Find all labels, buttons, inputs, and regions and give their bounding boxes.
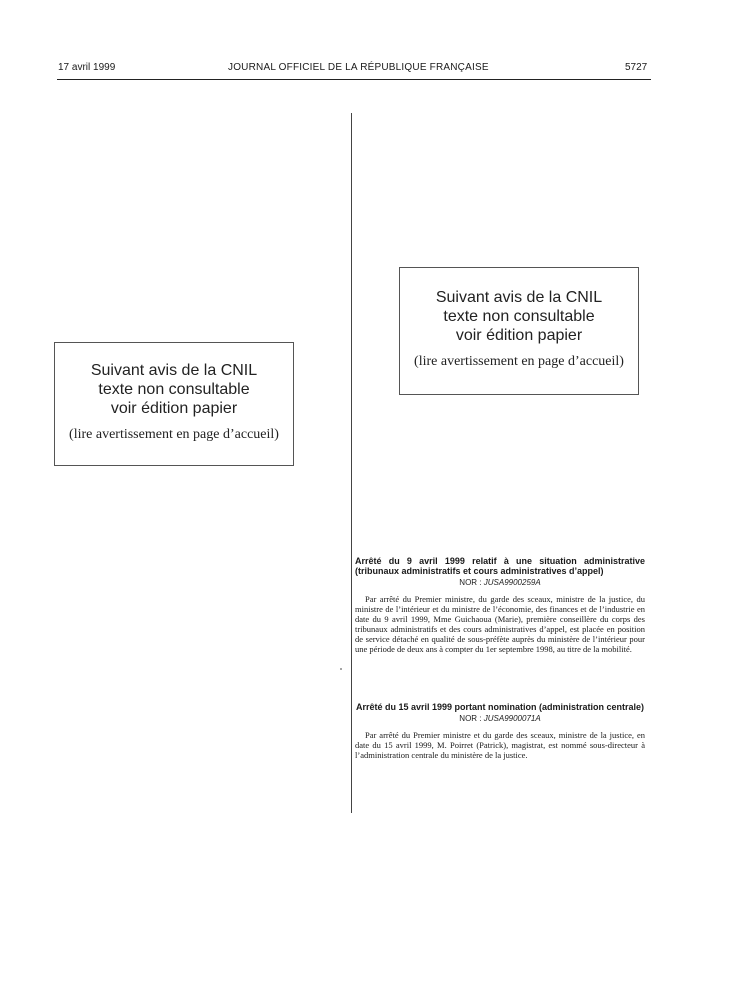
nor-code: JUSA9900259A [483, 578, 541, 587]
nor-label: NOR : [459, 578, 484, 587]
scan-speck [340, 668, 342, 670]
cnil-line-3: voir édition papier [110, 400, 238, 417]
header-date: 17 avril 1999 [58, 62, 116, 73]
cnil-line-2: texte non consultable [443, 308, 595, 325]
cnil-notice-left [54, 342, 294, 466]
cnil-line-2: texte non consultable [98, 381, 250, 398]
article-body: Par arrêté du Premier ministre et du garde des sceaux, ministre de la justice, en date du 15 avril 1999, M. Poirret (Patrick), magistrat, est nommé sous-directeur à l’administration centrale du ministère de la justice. [355, 730, 645, 760]
nor-reference [355, 714, 645, 723]
article-title: Arrêté du 15 avril 1999 portant nomination (administration centrale) [355, 702, 645, 712]
journal-title: JOURNAL OFFICIEL DE LA RÉPUBLIQUE FRANÇAISE [228, 62, 489, 73]
cnil-line-1: Suivant avis de la CNIL [435, 289, 603, 306]
article-decree-9-april [355, 556, 645, 654]
article-decree-15-april [355, 702, 645, 760]
cnil-notice-right [399, 267, 639, 395]
header-rule [57, 79, 651, 80]
column-divider [351, 113, 352, 813]
article-body: Par arrêté du Premier ministre, du garde des sceaux, ministre de la justice, du ministre de l’intérieur et du ministre de l’économie, des finances et de l’industrie en date du 9 avril 1999, Mme Guichaoua (Marie), première conseillère du corps des tribunaux administratifs et des cours administratives d’appel, est placée en position de service détaché en qualité de sous-préfète auprès du ministère de l’intérieur pour une période de deux ans à compter du 1er septembre 1998, au titre de la mobilité. [355, 594, 645, 654]
nor-code: JUSA9900071A [483, 714, 541, 723]
page-number: 5727 [625, 62, 648, 73]
cnil-line-3: voir édition papier [455, 327, 583, 344]
cnil-subnote: (lire avertissement en page d’accueil) [69, 427, 279, 442]
cnil-line-1: Suivant avis de la CNIL [90, 362, 258, 379]
nor-label: NOR : [459, 714, 484, 723]
nor-reference [355, 578, 645, 587]
cnil-subnote: (lire avertissement en page d’accueil) [414, 354, 624, 369]
article-title: Arrêté du 9 avril 1999 relatif à une situation administrative (tribunaux administratifs et cours administratives d’appel) [355, 556, 645, 576]
